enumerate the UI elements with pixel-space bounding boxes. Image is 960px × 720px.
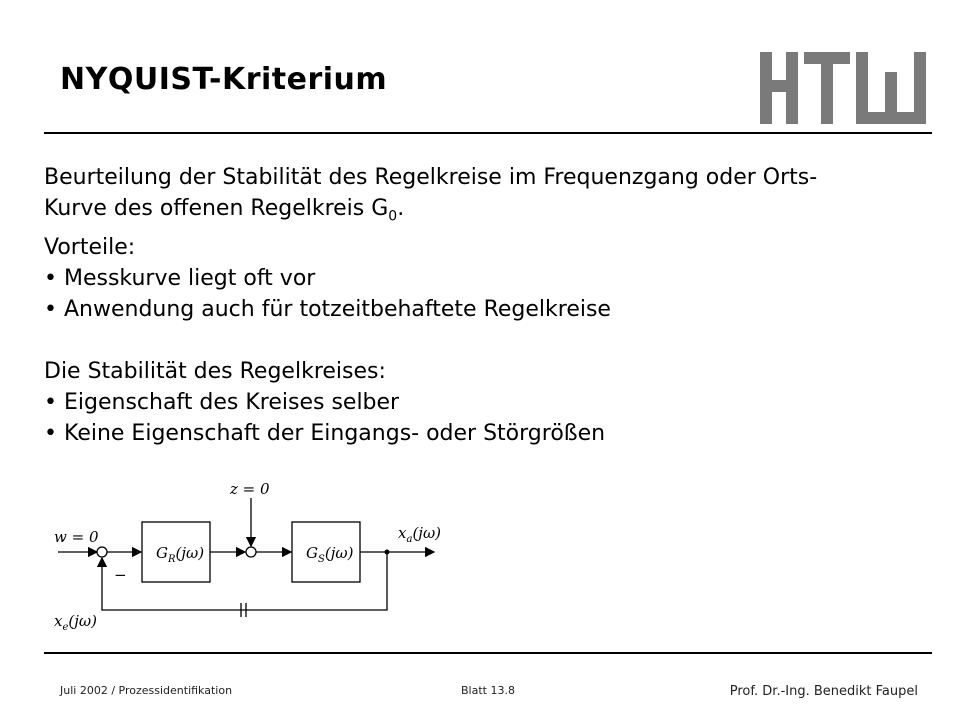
summing-junction-1 <box>97 547 107 557</box>
list-item: • Keine Eigenschaft der Eingangs- oder Störgrößen <box>44 421 606 447</box>
stability-label: Die Stabilität des Regelkreises: <box>44 359 386 385</box>
feedback-label: $x_e(j\omega)$ <box>54 612 97 633</box>
plant-label: $G_S(j\omega)$ <box>306 544 354 565</box>
footer-course: Juli 2002 / Prozessidentifikation <box>60 684 233 697</box>
htw-logo <box>760 52 926 124</box>
summing-junction-2 <box>246 547 256 557</box>
list-item: • Anwendung auch für totzeitbehaftete Regelkreise <box>44 297 611 323</box>
footer-author: Prof. Dr.-Ing. Benedikt Faupel <box>729 684 918 699</box>
intro-line-1: Beurteilung der Stabilität des Regelkreise im Frequenzgang oder Orts- <box>44 165 818 190</box>
header-divider <box>44 132 932 134</box>
list-item: • Messkurve liegt oft vor <box>44 266 316 292</box>
control-loop-diagram <box>44 476 524 646</box>
controller-label: $G_R(j\omega)$ <box>156 544 205 565</box>
intro-line-2: Kurve des offenen Regelkreis $G_0$. <box>44 196 405 225</box>
slide-title: NYQUIST-Kriterium <box>60 62 388 97</box>
list-item: • Eigenschaft des Kreises selber <box>44 390 400 416</box>
disturbance-label: z = 0 <box>230 480 270 498</box>
footer-divider <box>44 652 932 654</box>
slide-body <box>44 162 934 449</box>
footer-page: Blatt 13.8 <box>461 684 515 697</box>
vorteile-label: Vorteile: <box>44 235 136 261</box>
minus-sign: − <box>114 566 127 584</box>
output-label: $x_a(j\omega)$ <box>398 524 442 545</box>
input-label: w = 0 <box>54 528 99 546</box>
